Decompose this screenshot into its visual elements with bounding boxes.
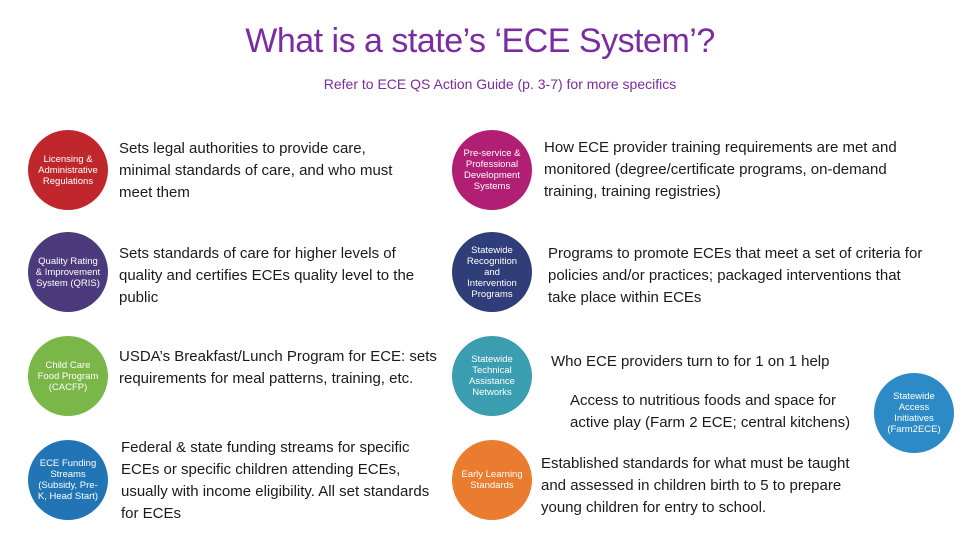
technical-assistance-label: Statewide Technical Assistance Networks [469,354,515,398]
access-initiatives-label: Statewide Access Initiatives (Farm2ECE) [887,391,941,435]
licensing-label: Licensing & Administrative Regulations [38,153,98,187]
professional-development-description: How ECE provider training requirements are met and monitored (degree/certificate programs, on-demand training, training registries) [544,139,897,200]
qris-label: Quality Rating & Improvement System (QRIS) [35,255,101,289]
cacfp-circle [28,336,108,416]
learning-standards-label: Early Learning Standards [461,469,523,491]
funding-label: ECE Funding Streams (Subsidy, Pre-K, Head Start) [37,458,99,502]
qris-circle [28,232,108,312]
funding-circle [28,440,108,520]
page-title: What is a state’s ‘ECE System’? [245,22,715,60]
cacfp-description: USDA’s Breakfast/Lunch Program for ECE: sets requirements for meal patterns, training, etc. [119,348,437,387]
access-initiatives-circle [874,373,954,453]
funding-description: Federal & state funding streams for specific ECEs or specific children attending ECEs, usually with income eligibility. All set standards for ECEs [121,439,430,522]
recognition-description: Programs to promote ECEs that meet a set of criteria for policies and/or practices; packaged interventions that take place within ECEs [548,245,923,306]
recognition-circle [452,232,532,312]
learning-standards-description: Established standards for what must be taught and assessed in children birth to 5 to prepare young children for entry to school. [541,455,850,516]
professional-development-circle [452,130,532,210]
licensing-circle [28,130,108,210]
learning-standards-circle [452,440,532,520]
cacfp-label: Child Care Food Program (CACFP) [37,359,99,393]
technical-assistance-description: Who ECE providers turn to for 1 on 1 help [551,353,830,370]
licensing-description: Sets legal authorities to provide care, minimal standards of care, and who must meet them [119,140,393,201]
qris-description: Sets standards of care for higher levels of quality and certifies ECEs quality level to the public [119,245,415,306]
access-initiatives-description: Access to nutritious foods and space for active play (Farm 2 ECE; central kitchens) [570,392,851,431]
technical-assistance-circle [452,336,532,416]
page-subtitle: Refer to ECE QS Action Guide (p. 3-7) for more specifics [323,76,677,92]
recognition-label: Statewide Recognition and Intervention Programs [466,244,518,300]
professional-development-label: Pre-service & Professional Development Systems [463,148,521,192]
